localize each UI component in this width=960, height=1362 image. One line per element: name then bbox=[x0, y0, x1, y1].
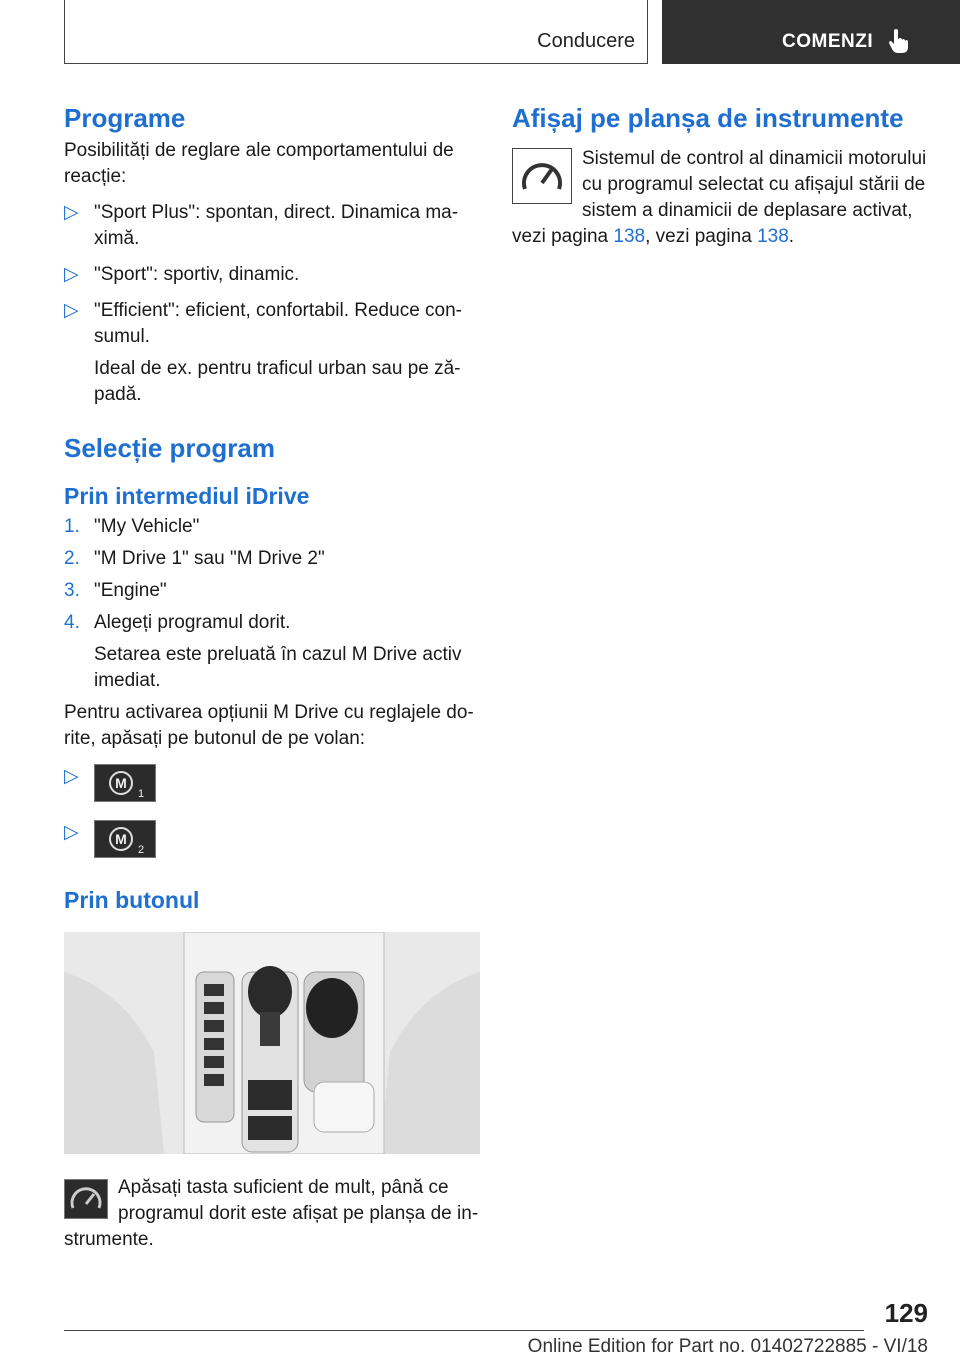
paragraph-text: Sistemul de control al dinamicii motorului cu programul selectat cu afișajul stării de sistem a dinamicii de deplasare activat, vezi pagina bbox=[512, 148, 927, 247]
step-item bbox=[64, 578, 480, 604]
hand-pointer-icon bbox=[888, 28, 910, 54]
step-number: 4. bbox=[64, 612, 80, 633]
gauge-icon bbox=[64, 1179, 108, 1219]
page-reference-link[interactable]: 138 bbox=[757, 226, 789, 247]
m-subscript: 2 bbox=[138, 844, 145, 856]
programs-intro: Posibilități de reglare ale comportamentului de reacție: bbox=[64, 140, 454, 187]
step-item bbox=[64, 514, 480, 540]
center-console-photo bbox=[64, 932, 480, 1154]
triangle-bullet-icon: ▷ bbox=[64, 300, 79, 321]
triangle-bullet-icon: ▷ bbox=[64, 766, 79, 787]
list-item bbox=[64, 200, 480, 252]
note-text: Setarea este preluată în cazul M Drive activ imediat. bbox=[94, 644, 462, 691]
right-column bbox=[512, 98, 928, 250]
step-text: Alegeți programul dorit. bbox=[94, 612, 291, 633]
display-paragraph bbox=[512, 146, 928, 250]
triangle-bullet-icon: ▷ bbox=[64, 264, 79, 285]
list-item bbox=[64, 262, 480, 288]
display-paragraph-block bbox=[512, 146, 928, 250]
step-number: 1. bbox=[64, 516, 80, 537]
m-drive-1-button-icon bbox=[94, 764, 156, 802]
header-section-box bbox=[64, 0, 648, 64]
page-number: 129 bbox=[884, 1298, 928, 1328]
m-drive-2-button-icon bbox=[94, 820, 156, 858]
note-text: Ideal de ex. pentru traficul urban sau pe ză-padă. bbox=[94, 358, 461, 405]
left-column bbox=[64, 98, 480, 1253]
m-letter: M bbox=[109, 771, 133, 795]
step-number: 3. bbox=[64, 580, 80, 601]
m-subscript: 1 bbox=[138, 788, 145, 800]
footer-edition: Online Edition for Part no. 01402722885 - VI/18 bbox=[527, 1336, 928, 1357]
paragraph-text: , vezi pagina bbox=[645, 226, 752, 247]
m-letter: M bbox=[109, 827, 133, 851]
footer-divider bbox=[64, 1330, 864, 1331]
button-paragraph: Apăsați tasta suficient de mult, până ce programul dorit este afișat pe planșa de in-strumente. bbox=[64, 1177, 479, 1250]
gauge-icon bbox=[512, 148, 572, 204]
step-text: "Engine" bbox=[94, 580, 167, 601]
triangle-bullet-icon: ▷ bbox=[64, 822, 79, 843]
button-paragraph-block bbox=[64, 1175, 480, 1253]
button-heading: Prin butonul bbox=[64, 887, 200, 913]
triangle-bullet-icon: ▷ bbox=[64, 202, 79, 223]
list-item-text: "Efficient": eficient, confortabil. Reduce con-sumul. bbox=[94, 300, 462, 347]
list-item-text: "Sport Plus": spontan, direct. Dinamica ma-ximă. bbox=[94, 202, 459, 249]
display-heading: Afișaj pe planșa de instrumente bbox=[512, 103, 904, 133]
list-item-text: "Sport": sportiv, dinamic. bbox=[94, 264, 300, 285]
header-section-title: Conducere bbox=[537, 30, 635, 52]
step-note bbox=[64, 642, 480, 694]
step-number: 2. bbox=[64, 548, 80, 569]
paragraph-text: . bbox=[788, 226, 795, 247]
list-item bbox=[64, 764, 480, 804]
selection-heading: Selecție program bbox=[64, 433, 275, 463]
list-item-note bbox=[64, 356, 480, 408]
step-item bbox=[64, 610, 480, 636]
step-item bbox=[64, 546, 480, 572]
mdrive-paragraph: Pentru activarea opțiunii M Drive cu reglajele do-rite, apăsați pe butonul de pe volan: bbox=[64, 702, 474, 749]
list-item bbox=[64, 298, 480, 350]
idrive-heading: Prin intermediul iDrive bbox=[64, 483, 310, 509]
page-reference-link[interactable]: 138 bbox=[613, 226, 646, 247]
list-item bbox=[64, 820, 480, 860]
header-tab-label: COMENZI bbox=[782, 31, 874, 52]
step-text: "M Drive 1" sau "M Drive 2" bbox=[94, 548, 325, 569]
step-text: "My Vehicle" bbox=[94, 516, 200, 537]
header-tab[interactable] bbox=[662, 0, 960, 64]
programs-heading: Programe bbox=[64, 103, 186, 133]
